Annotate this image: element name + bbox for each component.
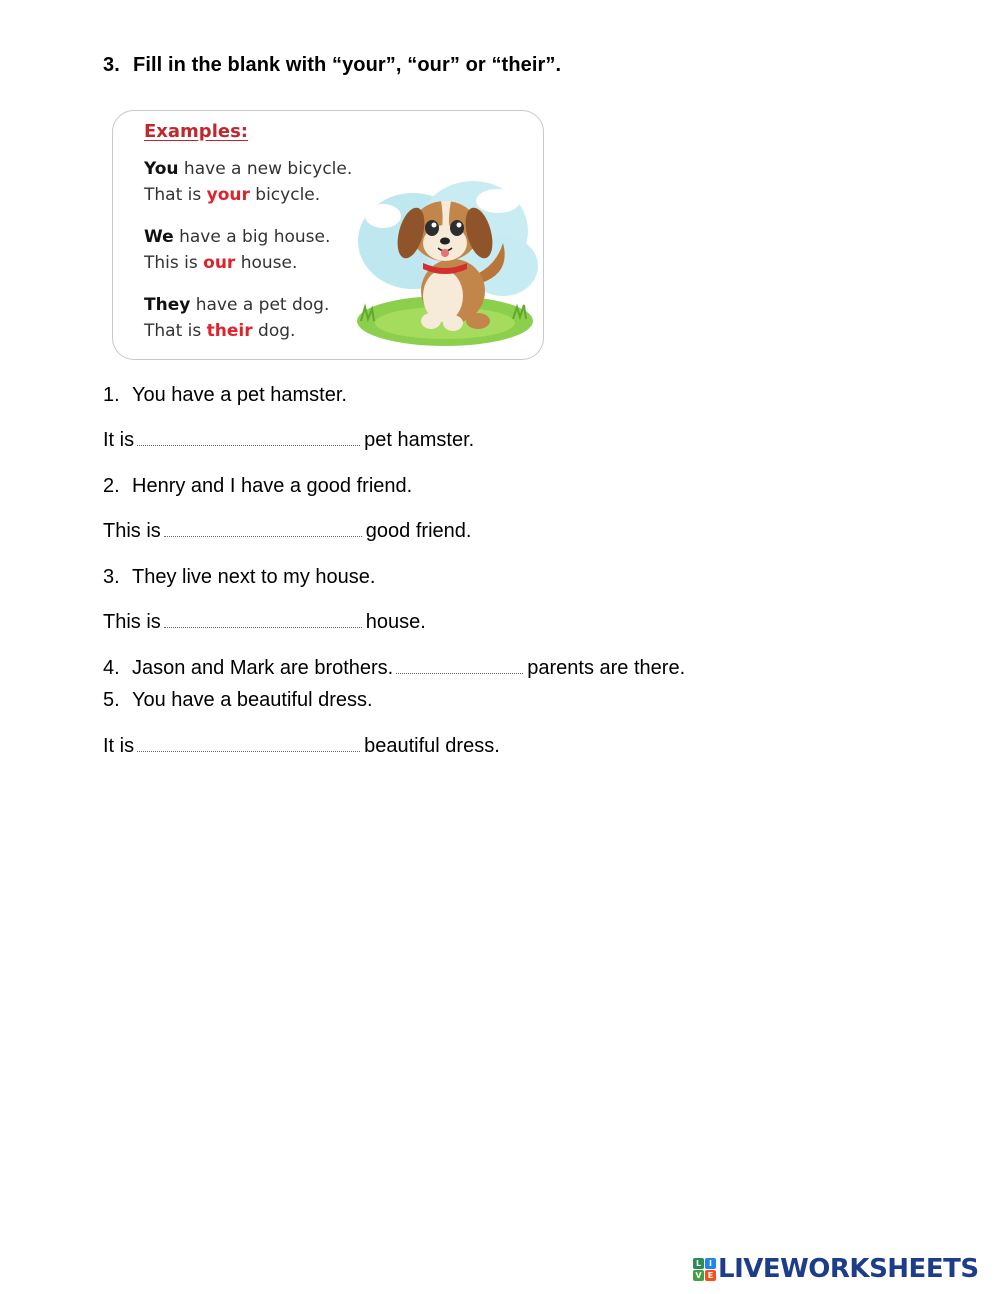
example-3-sentence-1: They have a pet dog. (144, 295, 330, 315)
examples-title: Examples: (144, 121, 248, 142)
logo-wordmark: LIVEWORKSHEETS (718, 1254, 979, 1284)
question-5-answer-line: It is beautiful dress. (103, 735, 500, 757)
question-3-prompt: 3. They live next to my house. (103, 566, 376, 588)
puppy-illustration (353, 171, 538, 351)
question-1-prompt: 1. You have a pet hamster. (103, 384, 347, 406)
answer-blank-5[interactable] (137, 735, 360, 752)
answer-blank-2[interactable] (164, 520, 362, 537)
example-1-sentence-1: You have a new bicycle. (144, 159, 353, 179)
exercise-heading (103, 54, 561, 77)
heading-number: 3. (103, 54, 120, 76)
answer-blank-1[interactable] (137, 429, 360, 446)
liveworksheets-logo (693, 1254, 979, 1284)
question-4-line: 4. Jason and Mark are brothers. parents are there. (103, 657, 686, 679)
question-2-answer-line: This is good friend. (103, 520, 472, 542)
question-3-answer-line: This is house. (103, 611, 426, 633)
example-2-sentence-2: This is our house. (144, 253, 298, 273)
question-2-prompt: 2. Henry and I have a good friend. (103, 475, 413, 497)
answer-blank-3[interactable] (164, 611, 362, 628)
examples-card (112, 110, 544, 360)
example-2-sentence-1: We have a big house. (144, 227, 331, 247)
question-5-prompt: 5. You have a beautiful dress. (103, 689, 373, 711)
heading-text: Fill in the blank with “your”, “our” or “their”. (133, 54, 562, 76)
answer-blank-4[interactable] (396, 657, 523, 674)
example-1-sentence-2: That is your bicycle. (144, 185, 321, 205)
question-1-answer-line: It is pet hamster. (103, 429, 475, 451)
logo-badge: L I V E (693, 1258, 716, 1281)
example-3-sentence-2: That is their dog. (144, 321, 296, 341)
